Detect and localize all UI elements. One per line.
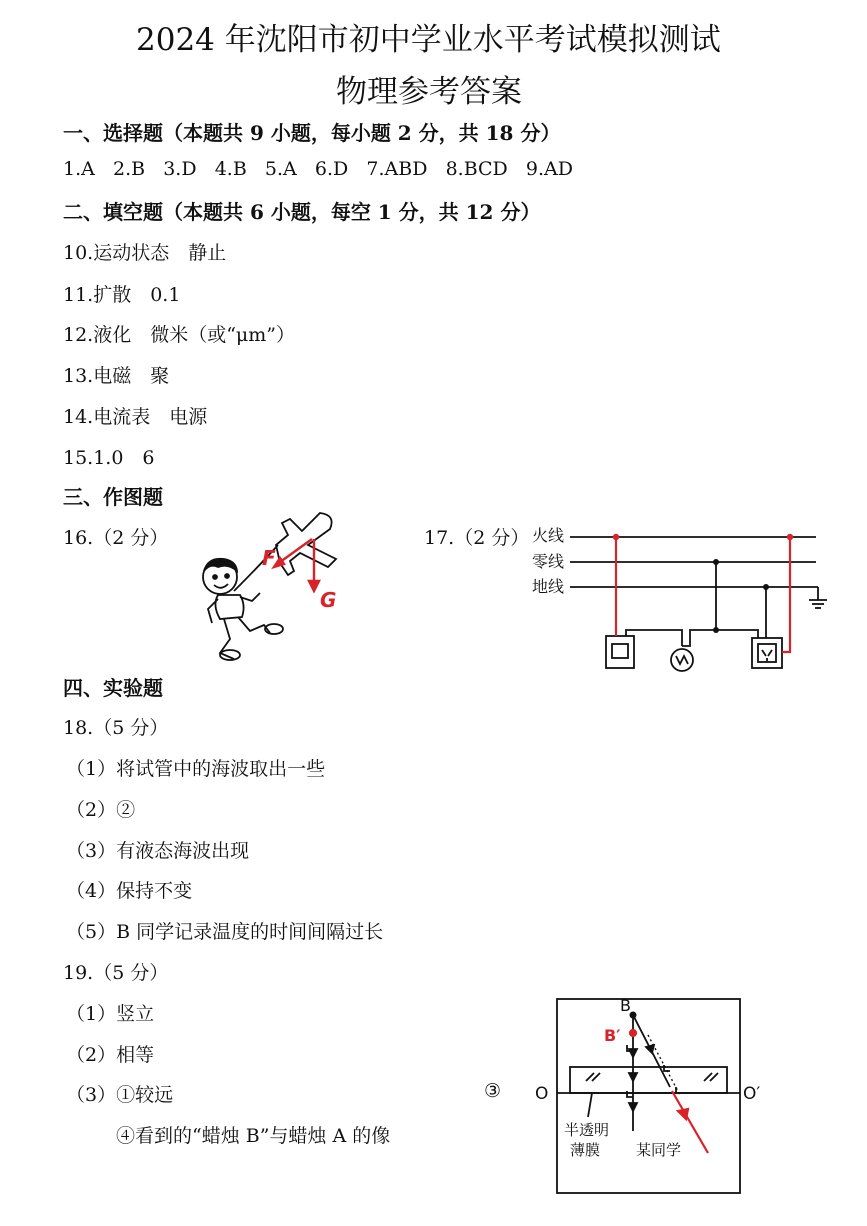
answer-19-1: （1）竖立 (66, 1003, 155, 1025)
switch-icon (606, 636, 634, 668)
answer-18-1: （1）将试管中的海波取出一些 (66, 758, 326, 780)
socket-icon (752, 638, 782, 668)
choice-answer: 3.D (163, 158, 197, 180)
answer-18-5: （5）B 同学记录温度的时间间隔过长 (66, 921, 384, 943)
answer-12: 12.液化 微米（或“μm”） (63, 324, 296, 346)
mirror-experiment-diagram (530, 995, 770, 1197)
choice-answers (63, 158, 573, 180)
question-19-label: 19.（5 分） (63, 962, 169, 984)
student-label: 某同学 (636, 1141, 682, 1159)
answer-18-3: （3）有液态海波出现 (66, 840, 250, 862)
answer-18-2: （2）② (66, 799, 136, 821)
choice-answer: 5.A (264, 158, 297, 180)
question-18-label: 18.（5 分） (63, 717, 169, 739)
force-g-label: G (320, 588, 337, 612)
choice-answer: 4.B (214, 158, 247, 180)
point-b-prime-label: B′ (604, 1026, 621, 1045)
answer-19-2: （2）相等 (66, 1044, 155, 1066)
choice-answer: 9.AD (525, 158, 574, 180)
film-label-line1: 半透明 (564, 1121, 610, 1139)
film-label-line2: 薄膜 (570, 1141, 601, 1159)
question-17-label: 17.（2 分） (424, 527, 530, 549)
choice-answer: 8.BCD (445, 158, 508, 180)
neutral-wire-label: 零线 (532, 552, 565, 571)
answer-11: 11.扩散 0.1 (63, 284, 181, 306)
kite-force-diagram (190, 505, 360, 670)
live-wire-label: 火线 (532, 526, 565, 545)
answer-19-circle-3: ③ (484, 1080, 502, 1102)
choice-answer: 1.A (63, 158, 95, 180)
answer-14: 14.电流表 电源 (63, 406, 208, 428)
page-subtitle: 物理参考答案 (336, 74, 522, 110)
question-16-label: 16.（2 分） (63, 527, 169, 549)
choice-answer: 6.D (314, 158, 349, 180)
earth-wire-label: 地线 (532, 577, 565, 596)
section-experiment-heading: 四、实验题 (63, 676, 163, 700)
point-o-prime-label: O′ (743, 1084, 761, 1104)
answer-15: 15.1.0 6 (63, 447, 155, 469)
section-drawing-heading: 三、作图题 (63, 485, 163, 509)
answer-10: 10.运动状态 静止 (63, 242, 227, 264)
force-f-label: F (262, 546, 276, 570)
choice-answer: 7.ABD (366, 158, 428, 180)
choice-answer: 2.B (112, 158, 146, 180)
section-fill-heading: 二、填空题（本题共 6 小题，每空 1 分，共 12 分） (63, 200, 541, 224)
answer-19-3: （3）①较远 (66, 1084, 174, 1106)
section-choice-heading: 一、选择题（本题共 9 小题，每小题 2 分，共 18 分） (63, 121, 561, 145)
point-b-label: B (620, 996, 631, 1015)
answer-18-4: （4）保持不变 (66, 880, 193, 902)
answer-19-4: ④看到的“蜡烛 B”与蜡烛 A 的像 (116, 1125, 391, 1147)
point-o-label: O (535, 1084, 549, 1104)
page-title: 2024 年沈阳市初中学业水平考试模拟测试 (136, 22, 721, 58)
answer-13: 13.电磁 聚 (63, 365, 170, 387)
household-circuit-diagram (528, 520, 838, 680)
